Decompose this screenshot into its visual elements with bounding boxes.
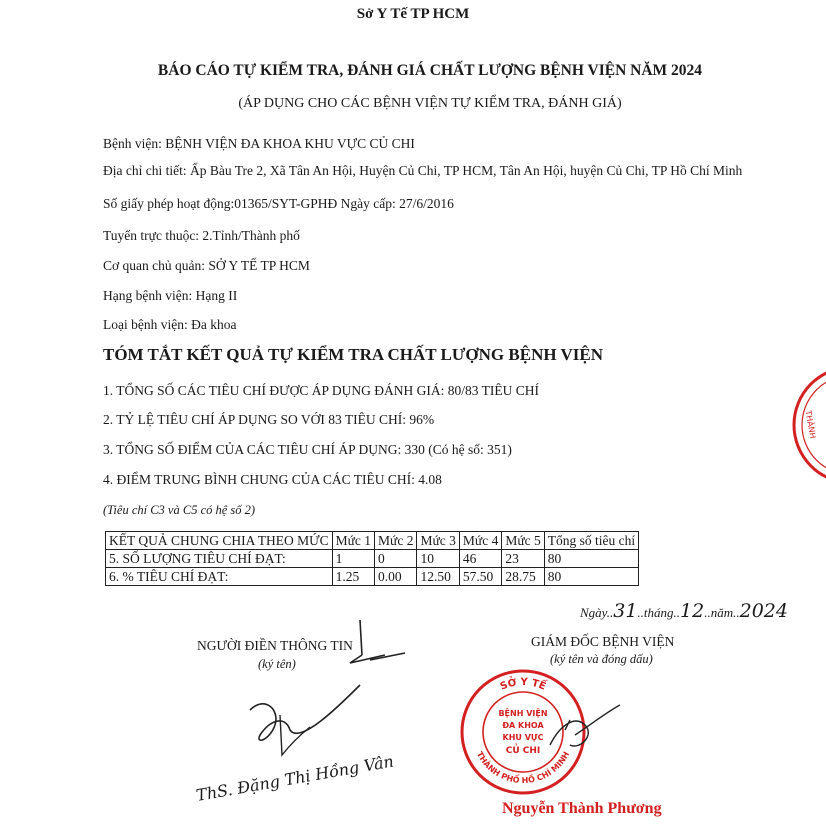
table-cell: 28.75 — [502, 568, 544, 586]
table-cell: 23 — [502, 550, 544, 568]
table-cell: 1.25 — [332, 568, 374, 586]
table-cell: 80 — [544, 568, 638, 586]
report-title: BÁO CÁO TỰ KIỂM TRA, ĐÁNH GIÁ CHẤT LƯỢNG BỆNH VIỆN NĂM 2024 — [157, 62, 703, 79]
preparer-name: ThS. Đặng Thị Hồng Vân — [194, 751, 396, 805]
table-cell: 46 — [459, 550, 501, 568]
date-month: 12 — [680, 600, 705, 622]
table-cell: Mức 5 — [502, 532, 544, 550]
date-day: 31 — [613, 600, 638, 622]
summary-item: 2. TỶ LỆ TIÊU CHÍ ÁP DỤNG SO VỚI 83 TIÊU CHÍ: 96% — [103, 412, 435, 427]
edge-stamp-fragment — [790, 370, 826, 480]
governing-agency: Cơ quan chủ quản: SỞ Y TẾ TP HCM — [103, 258, 310, 273]
table-cell: Mức 3 — [417, 532, 459, 550]
table-cell: Mức 4 — [459, 532, 501, 550]
hospital-name: Bệnh viện: BỆNH VIỆN ĐA KHOA KHU VỰC CỦ CHI — [103, 136, 415, 151]
results-table — [105, 531, 639, 586]
table-row — [106, 568, 639, 586]
hospital-type: Loại bệnh viện: Đa khoa — [103, 317, 237, 332]
table-cell: Mức 1 — [332, 532, 374, 550]
summary-item: 4. ĐIỂM TRUNG BÌNH CHUNG CỦA CÁC TIÊU CHÍ: 4.08 — [103, 472, 442, 487]
table-cell: Tổng số tiêu chí — [544, 532, 638, 550]
svg-text:CỦ CHI: CỦ CHI — [505, 746, 541, 756]
summary-item: 3. TỔNG SỐ ĐIỂM CỦA CÁC TIÊU CHÍ ÁP DỤNG: 330 (Có hệ số: 351) — [103, 442, 512, 457]
summary-title: TÓM TẮT KẾT QUẢ TỰ KIỂM TRA CHẤT LƯỢNG BỆNH VIỆN — [103, 345, 604, 364]
license-number: Số giấy phép hoạt động:01365/SYT-GPHĐ Ngày cấp: 27/6/2016 — [103, 196, 454, 211]
table-cell: 57.50 — [459, 568, 501, 586]
table-cell: KẾT QUẢ CHUNG CHIA THEO MỨC — [106, 532, 333, 550]
table-cell: 0 — [375, 550, 417, 568]
director-subtitle: (ký tên và đóng dấu) — [550, 652, 653, 666]
director-title: GIÁM ĐỐC BỆNH VIỆN — [531, 634, 675, 649]
hospital-rank: Hạng bệnh viện: Hạng II — [103, 288, 238, 303]
table-cell: Mức 2 — [375, 532, 417, 550]
preparer-signature — [220, 615, 420, 765]
hospital-tier: Tuyến trực thuộc: 2.Tỉnh/Thành phố — [103, 228, 300, 243]
table-cell: 0.00 — [375, 568, 417, 586]
issuer-header: Sở Y Tế TP HCM — [356, 6, 470, 22]
svg-text:KHU VỰC: KHU VỰC — [502, 733, 544, 742]
director-name: Nguyễn Thành Phương — [502, 800, 662, 817]
date-year: 2024 — [739, 600, 788, 622]
table-cell: 12.50 — [417, 568, 459, 586]
summary-item: 1. TỔNG SỐ CÁC TIÊU CHÍ ĐƯỢC ÁP DỤNG ĐÁNH GIÁ: 80/83 TIÊU CHÍ — [103, 383, 539, 398]
preparer-title: NGƯỜI ĐIỀN THÔNG TIN — [197, 638, 353, 653]
table-cell: 10 — [417, 550, 459, 568]
table-cell: 5. SỐ LƯỢNG TIÊU CHÍ ĐẠT: — [106, 550, 333, 568]
signing-date: Ngày..31..tháng..12..năm..2024 — [580, 600, 788, 622]
table-cell: 80 — [544, 550, 638, 568]
svg-text:BỆNH VIỆN: BỆNH VIỆN — [498, 709, 548, 718]
table-row — [106, 550, 639, 568]
coefficient-note: (Tiêu chí C3 và C5 có hệ số 2) — [103, 503, 256, 517]
director-signature — [540, 695, 630, 765]
svg-text:THÀNH: THÀNH — [803, 409, 818, 440]
hospital-address: Địa chỉ chi tiết: Ấp Bàu Tre 2, Xã Tân An Hội, Huyện Củ Chi, TP HCM, Tân An Hội, huyện Củ Chi, TP Hồ Chí Minh — [103, 163, 743, 178]
svg-text:ĐA KHOA: ĐA KHOA — [502, 721, 544, 730]
table-cell: 6. % TIÊU CHÍ ĐẠT: — [106, 568, 333, 586]
svg-text:THÀNH PHỐ HỒ CHÍ MINH: THÀNH PHỐ HỒ CHÍ MINH — [474, 750, 572, 786]
report-subtitle: (ÁP DỤNG CHO CÁC BỆNH VIỆN TỰ KIỂM TRA, ĐÁNH GIÁ) — [238, 96, 622, 111]
preparer-subtitle: (ký tên) — [258, 657, 296, 671]
table-cell: 1 — [332, 550, 374, 568]
svg-text:SỞ Y TẾ: SỞ Y TẾ — [498, 676, 548, 693]
table-header-row — [106, 532, 639, 550]
